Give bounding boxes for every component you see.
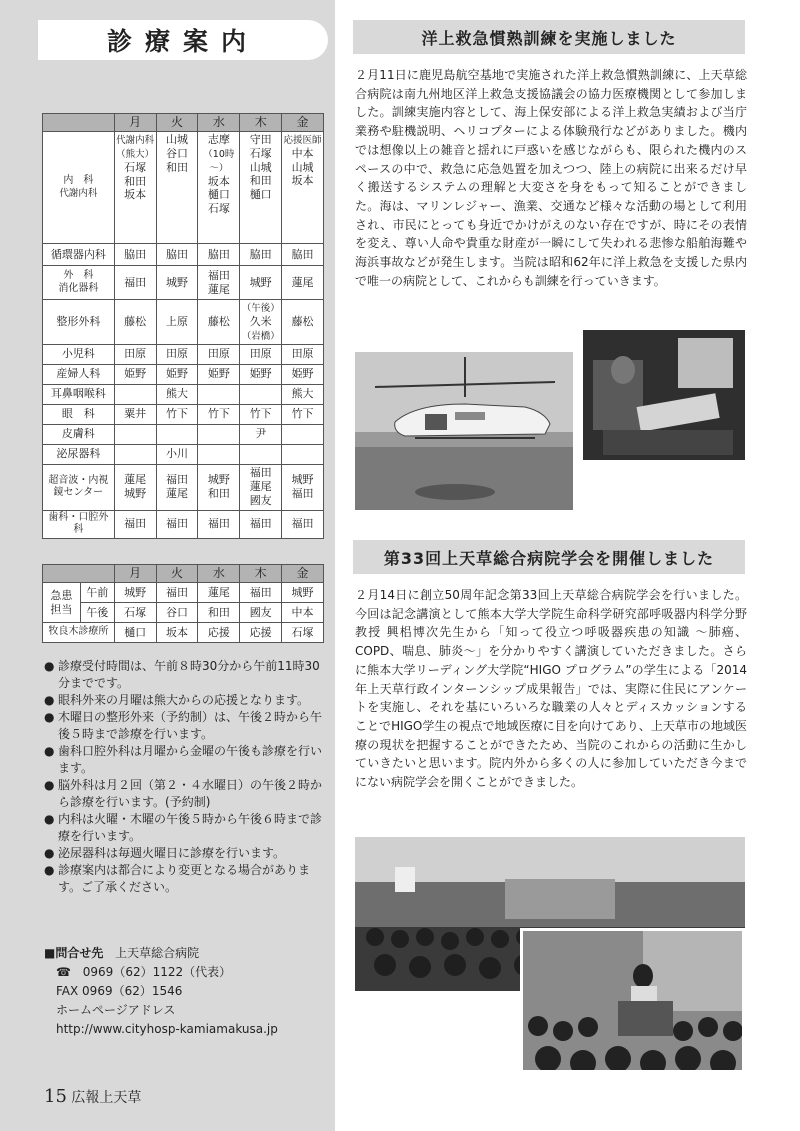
doctor-cell: 城野 [114,583,156,603]
schedule-row [43,510,324,538]
doctor-cell [240,384,282,404]
doctor-cell [282,424,324,444]
doctor-cell [114,384,156,404]
doctor-cell: 城野 福田 [282,464,324,510]
doctor-cell: 脇田 [114,244,156,266]
speaker-photo [520,928,745,1073]
article1-heading: 洋上救急慣熟訓練を実施しました [353,20,745,54]
doctor-cell: 藤松 [198,300,240,345]
schedule-row [43,464,324,510]
doctor-cell: 福田 [156,510,198,538]
doctor-cell [114,424,156,444]
note-item [44,862,329,896]
doctor-cell: 和田 [198,603,240,623]
note-text: 診療案内は都合により変更となる場合があります。ご了承ください。 [58,863,311,894]
doctor-cell: 応援 [198,623,240,643]
doctor-cell: 脇田 [198,244,240,266]
department-name: 循環器内科 [43,244,115,266]
doctor-cell [114,444,156,464]
doctor-cell: 姫野 [240,364,282,384]
emergency-table [42,564,324,643]
note-item [44,845,329,862]
clinic-name: 牧良木診療所 [43,623,115,643]
doctor-cell: 竹下 [240,404,282,424]
doctor-cell: 竹下 [282,404,324,424]
header-day: 木 [240,114,282,132]
header-day: 水 [198,114,240,132]
doctor-cell: 城野 和田 [198,464,240,510]
doctor-cell [282,444,324,464]
doctor-cell: 守田 石塚 山城 和田 樋口 [240,132,282,244]
page-number: 15 [44,1086,67,1107]
doctor-cell: 姫野 [198,364,240,384]
doctor-cell: 城野 [240,266,282,300]
homepage-url[interactable]: http://www.cityhosp-kamiamakusa.jp [56,1022,278,1036]
doctor-cell: 山城 谷口 和田 [156,132,198,244]
doctor-cell: （午後） 久米 （岩橋） [240,300,282,345]
note-text: 眼科外来の月曜は熊大からの応援となります。 [58,693,310,707]
header-day: 金 [282,565,324,583]
doctor-cell: 粟井 [114,404,156,424]
schedule-row [43,266,324,300]
doctor-cell: 國友 [240,603,282,623]
schedule-row [43,132,324,244]
header-day: 月 [114,114,156,132]
doctor-cell: 竹下 [198,404,240,424]
bullet-icon: ● [44,659,55,673]
phone-number: 0969（62）1122（代表） [82,965,232,979]
note-text: 脳外科は月２回（第２・４水曜日）の午後２時から診療を行います。(予約制) [58,778,323,809]
homepage-label: ホームページアドレス [56,1003,176,1017]
note-text: 木曜日の整形外来（予約制）は、午後２時から午後５時まで診療を行います。 [58,710,323,741]
doctor-cell: 城野 [282,583,324,603]
doctor-cell: 福田 [114,510,156,538]
department-name: 皮膚科 [43,424,115,444]
doctor-cell: 尹 [240,424,282,444]
doctor-cell: 上原 [156,300,198,345]
schedule-row [43,424,324,444]
doctor-cell: 藤松 [114,300,156,345]
doctor-cell: 田原 [156,344,198,364]
bullet-icon: ● [44,693,55,707]
article2-heading: 第33回上天草総合病院学会を開催しました [353,540,745,574]
doctor-cell: 蓮尾 城野 [114,464,156,510]
schedule-row [43,244,324,266]
doctor-cell: 石塚 [282,623,324,643]
doctor-cell: 福田 蓮尾 國友 [240,464,282,510]
doctor-cell: 脇田 [240,244,282,266]
note-text: 歯科口腔外科は月曜から金曜の午後も診療を行います。 [58,744,323,775]
note-item [44,777,329,811]
schedule-row [43,384,324,404]
doctor-cell [198,384,240,404]
bullet-icon: ● [44,846,55,860]
clinic-row [43,623,324,643]
bullet-icon: ● [44,863,55,877]
doctor-cell: 代謝内科 （熊大） 石塚 和田 坂本 [114,132,156,244]
schedule-row [43,300,324,345]
doctor-cell: 姫野 [282,364,324,384]
department-name: 超音波・内視 鏡センター [43,464,115,510]
header-day: 火 [156,114,198,132]
doctor-cell: 福田 蓮尾 [156,464,198,510]
publication-name: 広報上天草 [71,1090,142,1106]
doctor-cell: 田原 [282,344,324,364]
doctor-cell: 藤松 [282,300,324,345]
doctor-cell: 田原 [198,344,240,364]
department-name: 泌尿器科 [43,444,115,464]
department-name: 小児科 [43,344,115,364]
cabin-photo [583,330,745,460]
contact-block [44,944,329,1039]
note-text: 診療受付時間は、午前８時30分から午前11時30分までです。 [58,659,320,690]
department-name: 歯科・口腔外科 [43,510,115,538]
doctor-cell: 脇田 [282,244,324,266]
bullet-icon: ● [44,812,55,826]
department-name: 産婦人科 [43,364,115,384]
section-title-pill [38,20,328,60]
doctor-cell: 田原 [114,344,156,364]
doctor-cell [240,444,282,464]
doctor-cell [156,424,198,444]
doctor-cell: 樋口 [114,623,156,643]
helicopter-photo [355,352,573,510]
page-footer [44,1086,141,1107]
doctor-cell: 脇田 [156,244,198,266]
shift-label: 午後 [80,603,114,623]
bullet-icon: ● [44,778,55,792]
doctor-cell: 谷口 [156,603,198,623]
doctor-cell: 蓮尾 [282,266,324,300]
bullet-icon: ● [44,710,55,724]
header-day: 金 [282,114,324,132]
doctor-cell: 姫野 [114,364,156,384]
doctor-cell: 中本 [282,603,324,623]
note-text: 内科は火曜・木曜の午後５時から午後６時まで診療を行います。 [58,812,323,843]
shift-label: 午前 [80,583,114,603]
schedule-row [43,444,324,464]
doctor-cell: 福田 蓮尾 [198,266,240,300]
note-item [44,709,329,743]
doctor-cell: 福田 [282,510,324,538]
doctor-cell: 福田 [240,583,282,603]
doctor-cell: 蓮尾 [198,583,240,603]
schedule-row [43,344,324,364]
notes-list [44,658,329,896]
doctor-cell: 城野 [156,266,198,300]
note-item [44,743,329,777]
header-day: 火 [156,565,198,583]
fax-number: FAX 0969（62）1546 [56,984,183,998]
doctor-cell: 福田 [156,583,198,603]
department-name: 内 科 代謝内科 [43,132,115,244]
doctor-cell: 応援 [240,623,282,643]
doctor-cell: 熊大 [282,384,324,404]
header-corner [43,114,115,132]
hospital-name: 上天草総合病院 [115,946,200,960]
doctor-cell: 田原 [240,344,282,364]
note-item [44,811,329,845]
header-corner [43,565,115,583]
doctor-cell: 小川 [156,444,198,464]
schedule-column [0,0,335,1131]
doctor-cell [198,424,240,444]
bullet-icon: ● [44,744,55,758]
doctor-cell: 坂本 [156,623,198,643]
doctor-cell: 福田 [240,510,282,538]
note-item [44,658,329,692]
emergency-row [43,583,324,603]
header-day: 水 [198,565,240,583]
header-day: 月 [114,565,156,583]
note-text: 泌尿器科は毎週火曜日に診療を行います。 [58,846,286,860]
department-name: 整形外科 [43,300,115,345]
note-item [44,692,329,709]
doctor-cell [198,444,240,464]
doctor-cell: 姫野 [156,364,198,384]
emergency-group-label: 急患 担当 [43,583,81,623]
doctor-cell: 福田 [114,266,156,300]
header-day: 木 [240,565,282,583]
schedule-row [43,404,324,424]
doctor-cell: 福田 [198,510,240,538]
section-title: 診療案内 [106,27,259,56]
department-name: 眼 科 [43,404,115,424]
article2-body: ２月14日に創立50周年記念第33回上天草総合病院学会を行いました。今回は記念講演として熊本大学大学院生命科学研究部呼吸器内科学分野教授 興梠博次先生から「知って役立つ呼吸器疾患の知識 ～肺癌、COPD、喘息、肺炎～」を分かりやすく講演していただきました。さらに熊本大学リーディング大学院“HIGO プログラム”の学生による「2014年上天草行政インターンシップ成果報告」では、実際に住民にアンケートを実施し、それを基にいろいろな職業の人々とディスカッションすることでHIGO学生の視点で地域医療に目を向けてあり、上天草市の地域医療の現状を把握することができたため、当院のこれからの活動に生かしていきたいと思います。院内外から多くの人に参加していただき今までにない病院学会を開くことができました。 [355,588,747,790]
doctor-cell: 志摩 （10時～） 坂本 樋口 石塚 [198,132,240,244]
schedule-table [42,113,324,539]
department-name: 外 科 消化器科 [43,266,115,300]
doctor-cell: 熊大 [156,384,198,404]
contact-label: ■問合せ先 [44,946,104,960]
article1-body: ２月11日に鹿児島航空基地で実施された洋上救急慣熟訓練に、上天草総合病院は南九州地区洋上救急支援協議会の協力医療機関として参加しました。訓練実施内容として、海上保安部による洋上救急実績および当庁業務や駐機説明、ヘリコプターによる体験飛行などがありました。機内では想像以上の雑音と揺れに戸惑いを感じながらも、限られた機内のスペースの中で、救急に応急処置を加えつつ、陸上の病院に出来るだけ早く搬送するシステムの理解と大変さを身をもって知ることができました。海は、マリンレジャー、漁業、交通など様々な活動の場として利用され、市民にとっても身近でかけがえのない存在ですが、時にその表情を変え、尊い人命や貴重な財産が一瞬にして失われる悲惨な船舶海難や海浜事故などが発生します。当院は昭和62年に洋上救急を支援した県内で唯一の病院として、これからも訓練を行っていきます。 [355,68,747,288]
emergency-row [43,603,324,623]
doctor-cell: 石塚 [114,603,156,623]
doctor-cell: 竹下 [156,404,198,424]
doctor-cell: 応援医師 中本 山城 坂本 [282,132,324,244]
phone-icon: ☎ [56,965,71,979]
schedule-row [43,364,324,384]
department-name: 耳鼻咽喉科 [43,384,115,404]
